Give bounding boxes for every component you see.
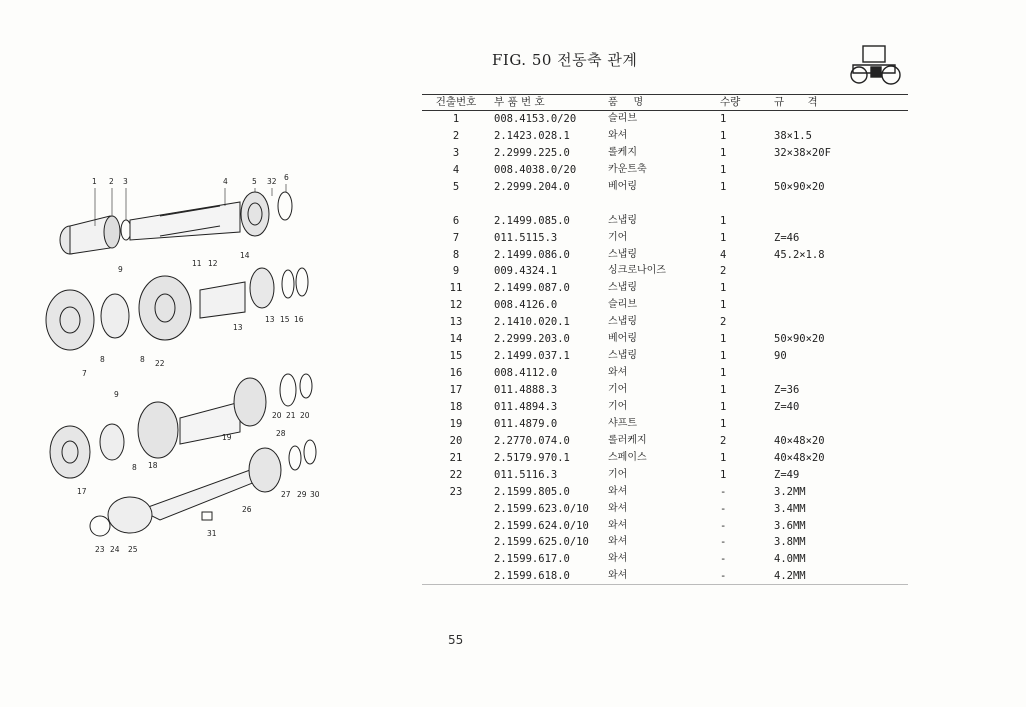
table-row	[422, 263, 908, 280]
spec-cell	[774, 297, 894, 314]
part-name-cell: 샤프트	[608, 417, 637, 429]
spec-cell: 3.2MM	[774, 485, 806, 498]
callout-12: 12	[208, 259, 218, 268]
quantity-cell: 1	[720, 367, 727, 380]
spec-cell: Z=40	[774, 400, 800, 413]
table-row	[422, 230, 908, 247]
header-part-name: 품 명	[608, 97, 644, 108]
part-name-cell: 롤케지	[608, 146, 637, 158]
spec-cell	[774, 213, 894, 230]
part-no-cell: 008.4112.0	[494, 367, 558, 380]
item-no-cell: 9	[452, 265, 460, 278]
part-name-cell: 와셔	[608, 519, 628, 531]
spec-cell	[774, 314, 894, 331]
item-no-cell: 17	[449, 384, 463, 396]
part-name-cell: 스페이스	[608, 451, 647, 463]
table-row	[422, 162, 908, 179]
part-name-cell: 와셔	[608, 536, 628, 548]
callout-7: 7	[82, 369, 87, 378]
table-row	[422, 196, 908, 213]
item-no-cell	[422, 196, 490, 213]
callout-20a: 20	[272, 411, 282, 420]
part-no-cell	[490, 196, 607, 213]
callout-20b: 20	[300, 411, 310, 420]
quantity-cell: 1	[720, 214, 727, 227]
spec-cell	[774, 280, 894, 297]
callout-23: 23	[95, 545, 105, 554]
part-no-cell: 011.4888.3	[494, 384, 558, 396]
callout-24: 24	[110, 545, 120, 554]
part-no-cell: 2.1423.028.1	[494, 129, 570, 142]
part-name-cell: 와셔	[608, 502, 628, 514]
spec-cell	[774, 416, 894, 433]
quantity-cell: 1	[720, 299, 727, 312]
spec-cell: Z=49	[774, 468, 800, 481]
item-no-cell: 12	[449, 299, 463, 312]
item-no-cell: 11	[449, 282, 463, 295]
quantity-cell: 1	[720, 451, 727, 464]
page-number: 55	[448, 633, 464, 647]
table-row	[422, 534, 908, 551]
part-name-cell: 와셔	[608, 485, 628, 497]
part-name-cell: 베어링	[608, 333, 637, 345]
part-no-cell: 011.5116.3	[494, 468, 558, 481]
table-row	[422, 111, 908, 128]
part-name-cell: 슬리브	[608, 113, 637, 124]
part-name-cell: 스냅링	[608, 350, 637, 362]
table-row	[422, 145, 908, 162]
part-name-cell: 스냅링	[608, 282, 637, 294]
item-no-cell: 1	[452, 113, 460, 125]
table-row	[422, 213, 908, 230]
callout-15: 15	[280, 315, 290, 324]
part-name-cell: 와셔	[608, 553, 628, 565]
header-item-no: 건출번호	[435, 96, 477, 108]
quantity-cell: 1	[720, 282, 727, 295]
spec-cell: 3.8MM	[774, 536, 806, 549]
item-no-cell: 23	[449, 485, 463, 498]
table-row	[422, 128, 908, 145]
tractor-icon	[845, 43, 905, 85]
table-row	[422, 518, 908, 535]
callout-8a: 8	[100, 355, 105, 364]
callout-32: 32	[267, 177, 277, 186]
figure-title: FIG. 50 전동축 관계	[492, 51, 638, 69]
callout-17: 17	[77, 487, 87, 496]
table-row	[422, 484, 908, 501]
item-no-cell: 3	[452, 146, 460, 159]
spec-cell	[774, 111, 894, 128]
quantity-cell: 4	[720, 248, 727, 261]
item-no-cell: 13	[449, 316, 463, 329]
part-no-cell: 2.1499.086.0	[494, 248, 570, 261]
part-no-cell: 2.1410.020.1	[494, 316, 570, 329]
callout-2: 2	[109, 177, 114, 186]
quantity-cell: 1	[720, 146, 727, 159]
table-row	[422, 365, 908, 382]
table-row	[422, 399, 908, 416]
table-bottom-rule	[422, 584, 908, 585]
item-no-cell: 15	[449, 350, 463, 363]
gear-shaft-illustration	[40, 140, 340, 560]
spec-cell: 40×48×20	[774, 434, 825, 447]
callout-30: 30	[310, 490, 320, 499]
table-row	[422, 551, 908, 568]
quantity-cell: 2	[720, 265, 727, 278]
spec-cell: 90	[774, 350, 787, 363]
quantity-cell: -	[720, 570, 727, 583]
spec-cell: 32×38×20F	[774, 146, 831, 159]
item-no-cell: 2	[452, 129, 460, 142]
part-no-cell: 011.4894.3	[494, 400, 558, 413]
spec-cell: 45.2×1.8	[774, 248, 825, 261]
gear-set-middle	[46, 268, 308, 350]
table-row	[422, 314, 908, 331]
callout-25: 25	[128, 545, 138, 554]
part-no-cell: 2.1599.617.0	[494, 553, 570, 566]
spec-cell: 38×1.5	[774, 129, 812, 142]
part-no-cell: 2.2999.204.0	[494, 180, 570, 193]
callout-4: 4	[223, 177, 228, 186]
item-no-cell: 19	[449, 417, 463, 430]
quantity-cell: 1	[720, 129, 727, 142]
part-no-cell: 2.1499.037.1	[494, 350, 570, 363]
part-name-cell: 베어링	[608, 180, 637, 192]
item-no-cell	[422, 501, 490, 518]
callout-8b: 8	[140, 355, 145, 364]
quantity-cell: 1	[720, 333, 727, 346]
callout-11: 11	[192, 259, 202, 268]
part-no-cell: 2.1499.087.0	[494, 282, 570, 295]
spec-cell: 3.4MM	[774, 502, 806, 515]
table-row	[422, 568, 908, 585]
item-no-cell: 7	[452, 231, 460, 244]
quantity-cell: 1	[720, 113, 727, 125]
table-row	[422, 297, 908, 314]
part-no-cell: 2.2999.225.0	[494, 146, 570, 159]
callout-16: 16	[294, 315, 304, 324]
callout-9: 9	[118, 265, 123, 274]
callout-21: 21	[286, 411, 296, 420]
item-no-cell: 5	[452, 180, 460, 193]
item-no-cell	[422, 568, 490, 585]
spec-cell: 40×48×20	[774, 451, 825, 464]
callout-26: 26	[242, 505, 252, 514]
spec-cell: 4.0MM	[774, 553, 806, 566]
part-name-cell: 와셔	[608, 367, 628, 379]
part-no-cell: 011.4879.0	[494, 417, 558, 430]
callout-29: 29	[297, 490, 307, 499]
part-name-cell: 스냅링	[608, 316, 637, 328]
header-part-no: 부 품 번 호	[494, 96, 545, 108]
callout-28: 28	[276, 429, 286, 438]
part-no-cell: 2.2770.074.0	[494, 434, 570, 447]
callout-6: 6	[284, 173, 289, 182]
item-no-cell: 18	[449, 400, 463, 413]
part-no-cell: 2.1599.624.0/10	[494, 519, 589, 532]
part-no-cell: 2.1599.623.0/10	[494, 502, 589, 515]
part-name-cell: 싱크로나이즈	[608, 265, 666, 277]
part-name-cell: 기어	[608, 231, 628, 243]
part-no-cell: 2.1599.618.0	[494, 570, 570, 583]
callout-13b: 13	[265, 315, 275, 324]
item-no-cell	[422, 518, 490, 535]
spec-cell	[774, 162, 894, 179]
part-name-cell: 슬리브	[608, 299, 637, 311]
part-no-cell: 2.2999.203.0	[494, 333, 570, 346]
part-no-cell: 2.1599.625.0/10	[494, 536, 589, 549]
quantity-cell: 1	[720, 163, 727, 176]
header-quantity: 수량	[720, 96, 741, 108]
header-spec: 규 격	[774, 96, 818, 108]
callout-9b: 9	[114, 390, 119, 399]
spec-cell: 50×90×20	[774, 333, 825, 346]
quantity-cell: -	[720, 519, 727, 532]
callout-14: 14	[240, 251, 250, 260]
table-row	[422, 501, 908, 518]
part-name-cell: 와셔	[608, 129, 628, 141]
part-name-cell: 스냅링	[608, 214, 637, 226]
quantity-cell	[706, 196, 774, 213]
quantity-cell: 2	[720, 316, 727, 329]
callout-18: 18	[148, 461, 158, 470]
quantity-cell: -	[720, 485, 727, 498]
item-no-cell	[422, 534, 490, 551]
quantity-cell: 1	[720, 468, 727, 481]
item-no-cell: 6	[452, 214, 460, 227]
part-no-cell: 011.5115.3	[494, 231, 558, 244]
quantity-cell: 1	[720, 180, 727, 193]
part-name-cell: 롤러케지	[608, 434, 647, 446]
quantity-cell: 1	[720, 350, 727, 363]
table-row	[422, 247, 908, 264]
quantity-cell: 2	[720, 434, 727, 447]
callout-1: 1	[92, 177, 97, 186]
spec-cell	[774, 365, 894, 382]
callout-27: 27	[281, 490, 291, 499]
item-no-cell: 21	[449, 451, 463, 464]
spec-cell: Z=46	[774, 231, 800, 244]
exploded-parts-diagram	[40, 140, 340, 560]
callout-8c: 8	[132, 463, 137, 472]
table-row	[422, 382, 908, 399]
quantity-cell: 1	[720, 231, 727, 244]
spec-cell	[774, 263, 894, 280]
spec-cell: 3.6MM	[774, 519, 806, 532]
part-name-cell: 카운트축	[608, 163, 647, 175]
part-name-cell: 기어	[608, 384, 628, 395]
part-no-cell: 008.4126.0	[494, 299, 558, 312]
part-no-cell: 008.4153.0/20	[494, 113, 577, 125]
table-row	[422, 416, 908, 433]
quantity-cell: -	[720, 536, 727, 549]
callout-19: 19	[222, 433, 232, 442]
callout-22: 22	[155, 359, 165, 368]
part-no-cell: 008.4038.0/20	[494, 163, 577, 176]
item-no-cell: 16	[449, 367, 463, 380]
part-name-cell: 스냅링	[608, 248, 637, 260]
quantity-cell: 1	[720, 384, 727, 396]
item-no-cell	[422, 551, 490, 568]
quantity-cell: 1	[720, 417, 727, 430]
spec-cell: 50×90×20	[774, 180, 825, 193]
table-row	[422, 280, 908, 297]
item-no-cell: 22	[449, 468, 463, 481]
callout-3: 3	[123, 177, 128, 186]
quantity-cell: 1	[720, 400, 727, 413]
quantity-cell: -	[720, 502, 727, 515]
parts-table	[422, 94, 908, 585]
item-no-cell: 4	[452, 163, 460, 176]
table-row	[422, 179, 908, 196]
spec-cell	[774, 196, 894, 213]
callout-5: 5	[252, 177, 257, 186]
parts-table-header	[422, 94, 908, 111]
part-no-cell: 2.1599.805.0	[494, 485, 570, 498]
spec-cell: 4.2MM	[774, 570, 806, 583]
part-name-cell: 와셔	[608, 570, 628, 582]
part-no-cell: 009.4324.1	[494, 265, 558, 278]
table-row	[422, 450, 908, 467]
item-no-cell: 20	[449, 434, 463, 447]
part-no-cell: 2.5179.970.1	[494, 451, 570, 464]
table-row	[422, 331, 908, 348]
part-name-cell	[607, 196, 706, 213]
quantity-cell: -	[720, 553, 727, 566]
table-row	[422, 433, 908, 450]
parts-table-body	[422, 111, 908, 585]
table-row	[422, 348, 908, 365]
table-row	[422, 467, 908, 484]
callout-13a: 13	[233, 323, 243, 332]
part-name-cell: 기어	[608, 468, 628, 480]
item-no-cell: 14	[449, 333, 463, 346]
spec-cell: Z=36	[774, 384, 800, 396]
main-shaft-assembly	[50, 374, 316, 536]
callout-31: 31	[207, 529, 217, 538]
part-no-cell: 2.1499.085.0	[494, 214, 570, 227]
part-name-cell: 기어	[608, 400, 628, 412]
item-no-cell: 8	[452, 248, 460, 261]
